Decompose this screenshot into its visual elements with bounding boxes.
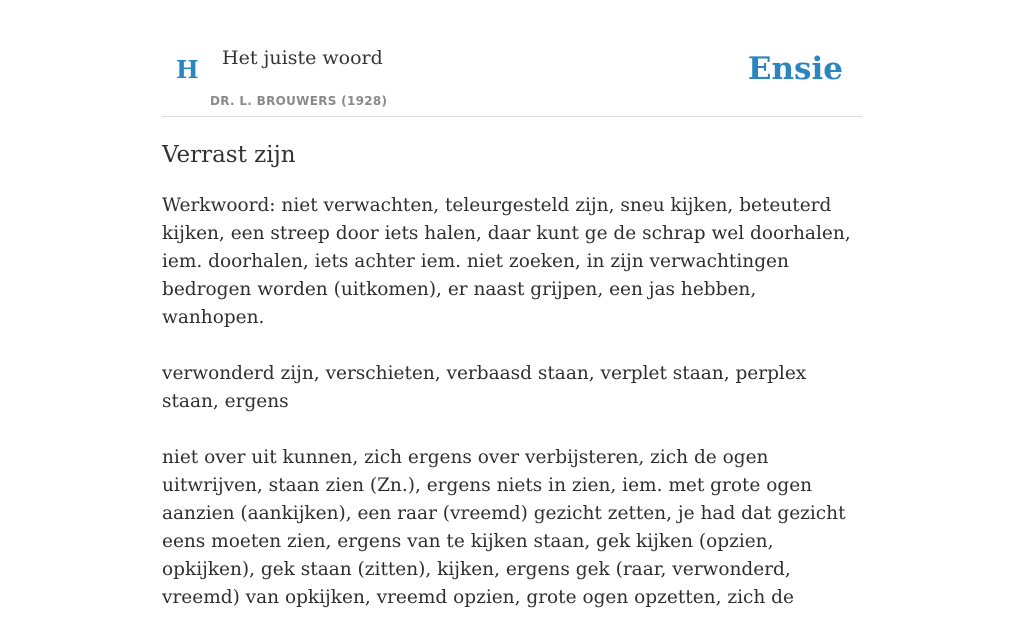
book-header (162, 0, 862, 117)
entry-body (162, 192, 862, 640)
book-author: DR. L. BROUWERS (1928) (210, 94, 388, 108)
entry-paragraph: niet over uit kunnen, zich ergens over verbijsteren, zich de ogen uitwrijven, staan zien (Zn.), ergens niets in zien, iem. met grote ogen aanzien (aankijken), een raar (vreemd) gezicht zetten, je had dat gezicht eens moeten zien, ergens van te kijken staan, gek kijken (opzien, opkijken), gek staan (zitten), kijken, ergens gek (raar, verwonderd, vreemd) van opkijken, vreemd opzien, grote ogen opzetten, zich de (162, 447, 846, 608)
entry-paragraph: Werkwoord: niet verwachten, teleurgesteld zijn, sneu kijken, beteuterd kijken, een streep door iets halen, daar kunt ge de schrap wel doorhalen, iem. doorhalen, iets achter iem. niet zoeken, in zijn verwachtingen bedrogen worden (uitkomen), er naast grijpen, een jas hebben, wanhopen. (162, 195, 851, 328)
ensie-logo[interactable]: Ensie (747, 51, 843, 87)
entry-paragraph: verwonderd zijn, verschieten, verbaasd staan, verplet staan, perplex staan, ergens (162, 363, 807, 412)
entry-title: Verrast zijn (162, 142, 296, 168)
book-title[interactable]: Het juiste woord (222, 47, 383, 69)
letter-index-badge[interactable]: H (176, 55, 199, 84)
